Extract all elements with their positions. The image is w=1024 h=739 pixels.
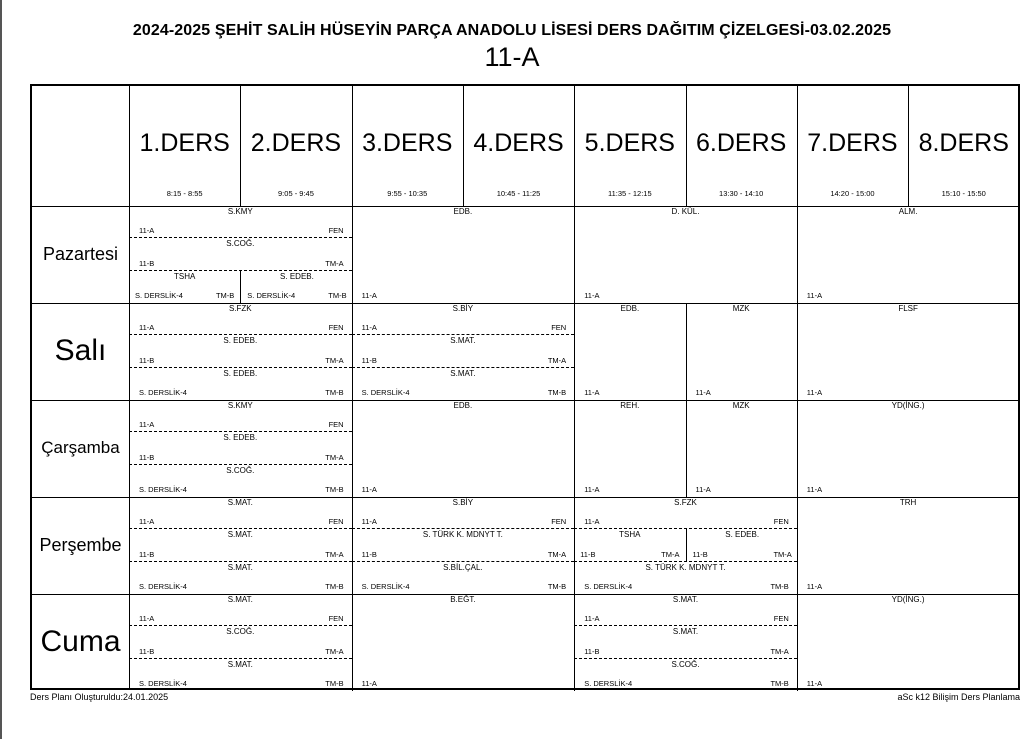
lesson-class: 11-A xyxy=(139,226,155,236)
lesson-subject: S.COĞ. xyxy=(226,239,255,249)
lesson-room: TM-B xyxy=(328,290,347,300)
lesson-cell xyxy=(129,238,352,270)
period-name: 1.DERS xyxy=(139,129,230,157)
lesson-subject: S. EDEB. xyxy=(223,336,258,346)
lesson-subject: S.MAT. xyxy=(227,498,253,507)
lesson-cell xyxy=(574,659,797,691)
lesson-room: FEN xyxy=(328,226,344,236)
lesson-subject: S.COĞ. xyxy=(226,465,255,475)
lesson-subject: YD(İNG.) xyxy=(891,595,925,604)
lesson-class: S. DERSLİK-4 xyxy=(139,387,187,397)
lesson-room: FEN xyxy=(328,614,344,624)
lesson-cell xyxy=(129,432,352,464)
period-header xyxy=(240,86,351,206)
lesson-cell xyxy=(129,335,352,367)
lesson-room: TM-B xyxy=(770,581,789,591)
period-header xyxy=(797,86,908,206)
lesson-room: TM-B xyxy=(325,678,344,688)
lesson-class: 11-B xyxy=(580,549,596,559)
lesson-subject: MZK xyxy=(732,401,750,410)
lesson-class: 11-A xyxy=(361,291,377,300)
lesson-room: TM-B xyxy=(215,290,235,300)
lesson-cell xyxy=(574,303,685,400)
period-header xyxy=(686,86,797,206)
lesson-room: TM-B xyxy=(770,678,789,688)
lesson-cell xyxy=(352,594,575,691)
lesson-cell xyxy=(686,303,797,400)
lesson-subject: S.MAT. xyxy=(672,627,699,637)
lesson-cell xyxy=(352,497,575,529)
period-name: 5.DERS xyxy=(584,129,675,157)
lesson-cell xyxy=(240,271,352,303)
lesson-class: 11-A xyxy=(139,517,155,527)
lesson-cell xyxy=(797,594,1020,691)
column-divider xyxy=(240,86,241,206)
column-divider xyxy=(463,86,464,206)
footer-software: aSc k12 Bilişim Ders Planlama xyxy=(897,692,1020,702)
lesson-subject: S. EDEB. xyxy=(223,368,258,378)
lesson-room: TM-A xyxy=(325,549,344,559)
lesson-cell xyxy=(129,529,352,561)
lesson-cell xyxy=(686,529,798,561)
lesson-cell xyxy=(686,400,797,497)
lesson-subject: S.FZK xyxy=(228,304,252,313)
lesson-class: 11-A xyxy=(806,485,823,494)
lesson-subject: S. TÜRK K. MDNYT T. xyxy=(422,530,503,540)
lesson-room: FEN xyxy=(328,420,344,430)
lesson-room: TM-B xyxy=(547,387,567,397)
lesson-cell xyxy=(574,206,797,303)
lesson-cell xyxy=(797,303,1020,400)
lesson-cell xyxy=(352,335,575,367)
period-name: 4.DERS xyxy=(473,129,564,157)
lesson-cell xyxy=(574,400,685,497)
lesson-room: FEN xyxy=(773,517,789,527)
lesson-room: FEN xyxy=(551,323,567,333)
lesson-subject: S. TÜRK K. MDNYT T. xyxy=(645,562,726,572)
lesson-cell xyxy=(352,562,575,594)
lesson-subject: S.FZK xyxy=(674,498,697,507)
lesson-room: TM-A xyxy=(325,646,344,656)
lesson-class: 11-B xyxy=(139,355,155,365)
lesson-subject: S.KMY xyxy=(227,207,253,216)
lesson-subject: FLSF xyxy=(898,304,918,313)
lesson-room: FEN xyxy=(328,323,344,333)
lesson-subject: B.EĞT. xyxy=(450,595,476,604)
lesson-class: 11-A xyxy=(806,582,823,591)
lesson-room: TM-A xyxy=(770,646,789,656)
lesson-class: S. DERSLİK-4 xyxy=(584,581,633,591)
lesson-subject: S.KMY xyxy=(227,401,253,410)
lesson-subject: EDB. xyxy=(453,207,473,216)
lesson-subject: EDB. xyxy=(620,304,640,313)
lesson-subject: S.MAT. xyxy=(672,595,699,604)
lesson-class: S. DERSLİK-4 xyxy=(139,581,187,591)
column-divider xyxy=(686,86,687,206)
lesson-class: 11-A xyxy=(139,420,155,430)
column-divider xyxy=(352,86,353,206)
period-name: 7.DERS xyxy=(807,129,898,157)
timetable-grid xyxy=(30,84,1020,690)
lesson-class: 11-A xyxy=(695,388,711,397)
day-label: Cuma xyxy=(40,624,121,658)
lesson-class: 11-A xyxy=(139,614,155,624)
lesson-class: 11-B xyxy=(139,452,155,462)
lesson-class: 11-B xyxy=(139,549,155,559)
period-time: 11:35 - 12:15 xyxy=(608,189,652,198)
lesson-class: 11-A xyxy=(584,485,600,494)
lesson-cell xyxy=(352,529,575,561)
period-name: 8.DERS xyxy=(918,129,1009,157)
lesson-subject: S.MAT. xyxy=(450,368,476,378)
lesson-room: TM-B xyxy=(325,581,344,591)
left-border xyxy=(0,0,2,739)
period-header xyxy=(463,86,574,206)
period-time: 10:45 - 11:25 xyxy=(496,189,541,198)
lesson-class: S. DERSLİK-4 xyxy=(135,290,183,300)
lesson-cell xyxy=(352,206,575,303)
lesson-subject: S.MAT. xyxy=(227,530,253,540)
lesson-subject: S.COĞ. xyxy=(671,659,700,669)
lesson-room: TM-A xyxy=(773,549,792,559)
lesson-cell xyxy=(129,206,352,238)
lesson-room: TM-B xyxy=(325,484,344,494)
lesson-class: 11-A xyxy=(806,388,823,397)
lesson-cell xyxy=(797,497,1020,594)
lesson-subject: S.MAT. xyxy=(227,659,253,669)
lesson-class: S. DERSLİK-4 xyxy=(139,484,187,494)
lesson-room: TM-A xyxy=(325,355,344,365)
lesson-class: S. DERSLİK-4 xyxy=(361,387,410,397)
lesson-class: S. DERSLİK-4 xyxy=(584,678,633,688)
lesson-class: S. DERSLİK-4 xyxy=(247,290,296,300)
lesson-subject: S.MAT. xyxy=(227,595,253,604)
lesson-cell xyxy=(129,562,352,594)
lesson-cell xyxy=(129,400,352,432)
period-time: 9:55 - 10:35 xyxy=(387,189,428,198)
lesson-cell xyxy=(574,626,797,658)
lesson-class: 11-A xyxy=(361,323,377,333)
lesson-cell xyxy=(129,497,352,529)
lesson-subject: S. EDEB. xyxy=(725,530,760,540)
lesson-room: TM-B xyxy=(325,387,344,397)
day-label: Perşembe xyxy=(39,534,122,555)
period-time: 13:30 - 14:10 xyxy=(719,189,764,198)
lesson-room: FEN xyxy=(328,517,344,527)
day-label: Salı xyxy=(54,333,107,367)
lesson-class: 11-B xyxy=(361,355,377,365)
lesson-cell xyxy=(797,400,1020,497)
column-divider xyxy=(797,86,798,206)
period-header xyxy=(129,86,240,206)
period-time: 14:20 - 15:00 xyxy=(830,189,875,198)
lesson-subject: S.MAT. xyxy=(450,336,476,346)
lesson-class: 11-A xyxy=(695,485,711,494)
lesson-cell xyxy=(129,659,352,691)
lesson-subject: REH. xyxy=(620,401,640,410)
lesson-subject: S.BİL.ÇAL. xyxy=(443,562,483,572)
lesson-room: FEN xyxy=(551,517,567,527)
lesson-room: FEN xyxy=(773,614,789,624)
lesson-subject: EDB. xyxy=(453,401,473,410)
lesson-subject: S.BİY xyxy=(452,498,474,507)
lesson-class: 11-A xyxy=(806,679,823,688)
lesson-room: TM-A xyxy=(547,549,567,559)
lesson-subject: S. EDEB. xyxy=(223,433,258,443)
lesson-class: 11-A xyxy=(584,517,600,527)
period-name: 6.DERS xyxy=(695,129,787,157)
period-time: 9:05 - 9:45 xyxy=(278,189,314,198)
lesson-cell xyxy=(574,497,797,529)
period-time: 15:10 - 15:50 xyxy=(941,189,986,198)
lesson-room: TM-A xyxy=(661,549,680,559)
lesson-cell xyxy=(129,626,352,658)
lesson-cell xyxy=(352,400,575,497)
lesson-subject: S.MAT. xyxy=(227,562,253,572)
lesson-subject: S.COĞ. xyxy=(226,627,255,637)
lesson-class: 11-A xyxy=(584,388,600,397)
lesson-cell xyxy=(129,465,352,497)
lesson-class: 11-A xyxy=(584,291,600,300)
lesson-class: 11-A xyxy=(361,517,377,527)
lesson-room: TM-A xyxy=(547,355,567,365)
lesson-subject: S.BİY xyxy=(452,304,474,313)
column-divider xyxy=(574,86,575,206)
lesson-class: 11-A xyxy=(361,485,377,494)
lesson-room: TM-A xyxy=(325,258,344,268)
lesson-room: TM-B xyxy=(547,581,567,591)
lesson-subject: YD(İNG.) xyxy=(891,401,925,410)
day-label: Çarşamba xyxy=(41,438,120,458)
lesson-cell xyxy=(129,303,352,335)
lesson-class: 11-B xyxy=(139,258,155,268)
lesson-subject: TRH xyxy=(899,498,917,507)
page-title: 2024-2025 ŞEHİT SALİH HÜSEYİN PARÇA ANADOLU LİSESİ DERS DAĞITIM ÇİZELGESİ-03.02.2025 xyxy=(132,22,892,39)
lesson-subject: TSHA xyxy=(619,530,641,540)
day-label: Pazartesi xyxy=(42,243,119,264)
lesson-class: 11-B xyxy=(692,549,708,559)
lesson-subject: MZK xyxy=(732,304,750,313)
lesson-cell xyxy=(352,303,575,335)
lesson-class: 11-A xyxy=(806,291,823,300)
period-header xyxy=(352,86,463,206)
lesson-cell xyxy=(797,206,1020,303)
class-name: 11-A xyxy=(484,42,540,72)
lesson-class: 11-A xyxy=(584,614,600,624)
lesson-cell xyxy=(129,271,240,303)
lesson-cell xyxy=(574,562,797,594)
lesson-class: S. DERSLİK-4 xyxy=(139,678,187,688)
period-time: 8:15 - 8:55 xyxy=(166,189,203,198)
lesson-cell xyxy=(574,594,797,626)
period-header xyxy=(574,86,685,206)
lesson-subject: ALM. xyxy=(898,207,918,216)
lesson-cell xyxy=(574,529,685,561)
lesson-cell xyxy=(129,594,352,626)
lesson-cell xyxy=(352,368,575,400)
footer-created: Ders Planı Oluşturuldu:24.01.2025 xyxy=(30,692,169,702)
lesson-subject: TSHA xyxy=(173,271,196,281)
lesson-class: 11-B xyxy=(139,646,155,656)
lesson-room: TM-A xyxy=(325,452,344,462)
lesson-class: 11-A xyxy=(361,679,377,688)
lesson-cell xyxy=(129,368,352,400)
period-name: 2.DERS xyxy=(250,129,342,157)
lesson-class: S. DERSLİK-4 xyxy=(361,581,410,591)
lesson-class: 11-A xyxy=(139,323,155,333)
column-divider xyxy=(908,86,909,206)
lesson-class: 11-B xyxy=(361,549,377,559)
period-name: 3.DERS xyxy=(362,129,453,157)
lesson-subject: D. KÜL. xyxy=(671,207,700,216)
lesson-subject: S. EDEB. xyxy=(280,271,314,281)
lesson-class: 11-B xyxy=(584,646,600,656)
period-header xyxy=(908,86,1019,206)
